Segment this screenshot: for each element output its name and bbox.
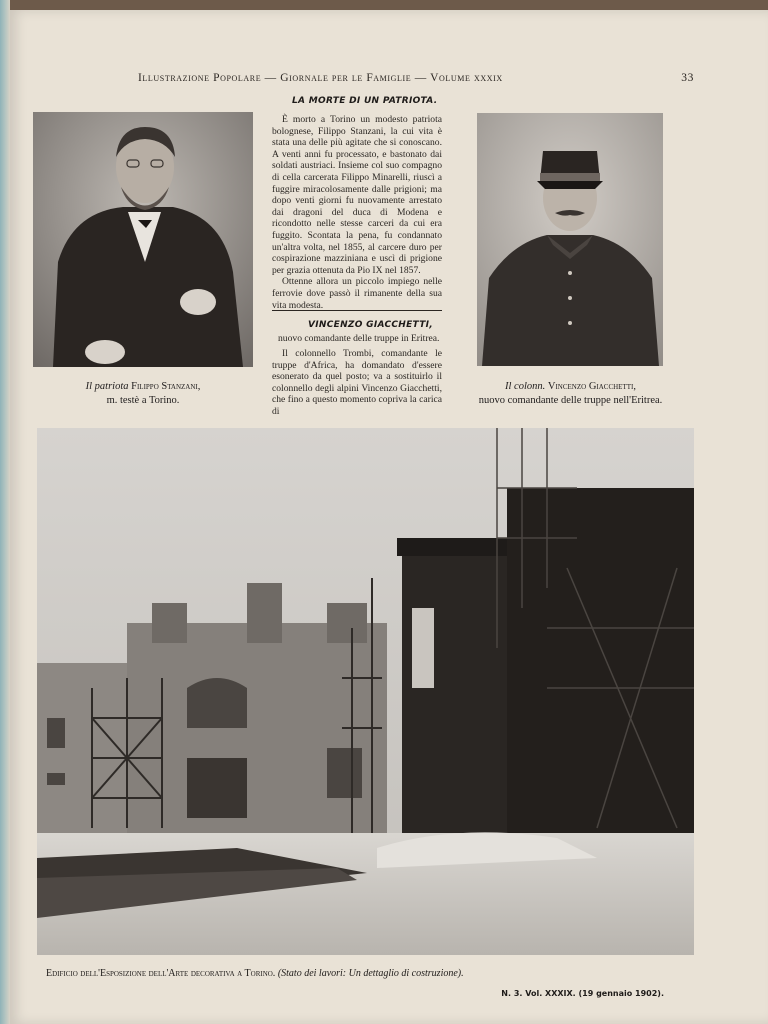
caption-stanzani-line2: m. testè a Torino. [106,395,180,406]
running-title: Illustrazione Popolare — Giornale per le Famiglie — Volume xxxix [138,72,503,84]
exhibition-building-photo [37,428,694,955]
article-paragraph: Il colonnello Trombi, comandante le truppe d'Africa, ha domandato d'essere esonerato da quel posto; va a sostituirlo il colonnello degli alpini Vincenzo Giacchetti, che fino a questo momento copriva la carica di [272,348,442,417]
caption-giacchetti-name: Vincenzo Giacchetti, [547,381,636,392]
main-photo-caption-note: (Stato dei lavori: Un dettaglio di costruzione). [277,968,464,979]
caption-stanzani-prefix: Il patriota [85,381,129,392]
caption-stanzani [33,380,253,408]
column-divider [272,310,442,311]
article-title-giacchetti: VINCENZO GIACCHETTI, [308,320,434,330]
article-body-giacchetti [272,348,442,418]
caption-giacchetti-line2: nuovo comandante delle truppe nell'Eritrea. [478,395,663,406]
page-top-edge [0,0,768,10]
article-subtitle-giacchetti: nuovo comandante delle truppe in Eritrea. [278,333,440,344]
article-paragraph: Ottenne allora un piccolo impiego nelle ferrovie dove passò il rimanente della sua vita modesta. [272,276,442,311]
running-header [38,72,694,86]
caption-giacchetti-prefix: Il colonn. [505,381,546,392]
portrait-giacchetti [477,113,663,366]
portrait-stanzani [33,112,253,367]
caption-stanzani-name: Filippo Stanzani, [131,381,201,392]
article-paragraph: È morto a Torino un modesto patriota bolognese, Filippo Stanzani, la cui vita è stata una delle più agitate che si conoscano. A venti anni fu processato, e bastonato dai soldati austriaci. Insieme col suo compagno di cella carcerata Filippo Minarelli, riuscì a fuggire miracolosamente dalle prigioni; ma dopo venti giorni fu nuovamente arrestato dai dragoni del duca di Modena e ricondotto nelle stesse carceri da cui era fuggito. Scontata la pena, fu condannato un'altra volta, nel 1855, al carcere duro per cospirazione mazziniana e uscì di prigione per grazia ottenuta da Pio IX nel 1857. [272,114,442,276]
main-photo-caption [46,968,686,979]
caption-giacchetti [463,380,678,408]
main-photo-caption-title: Edificio dell'Esposizione dell'Arte decorativa a Torino. [46,968,276,979]
article-body-patriota [272,114,442,311]
page-number: 33 [681,72,694,84]
issue-line: N. 3. Vol. XXXIX. (19 gennaio 1902). [501,989,664,998]
article-title-patriota: LA MORTE DI UN PATRIOTA. [292,96,438,106]
magazine-page [8,10,768,1024]
binding-spine [0,0,10,1024]
